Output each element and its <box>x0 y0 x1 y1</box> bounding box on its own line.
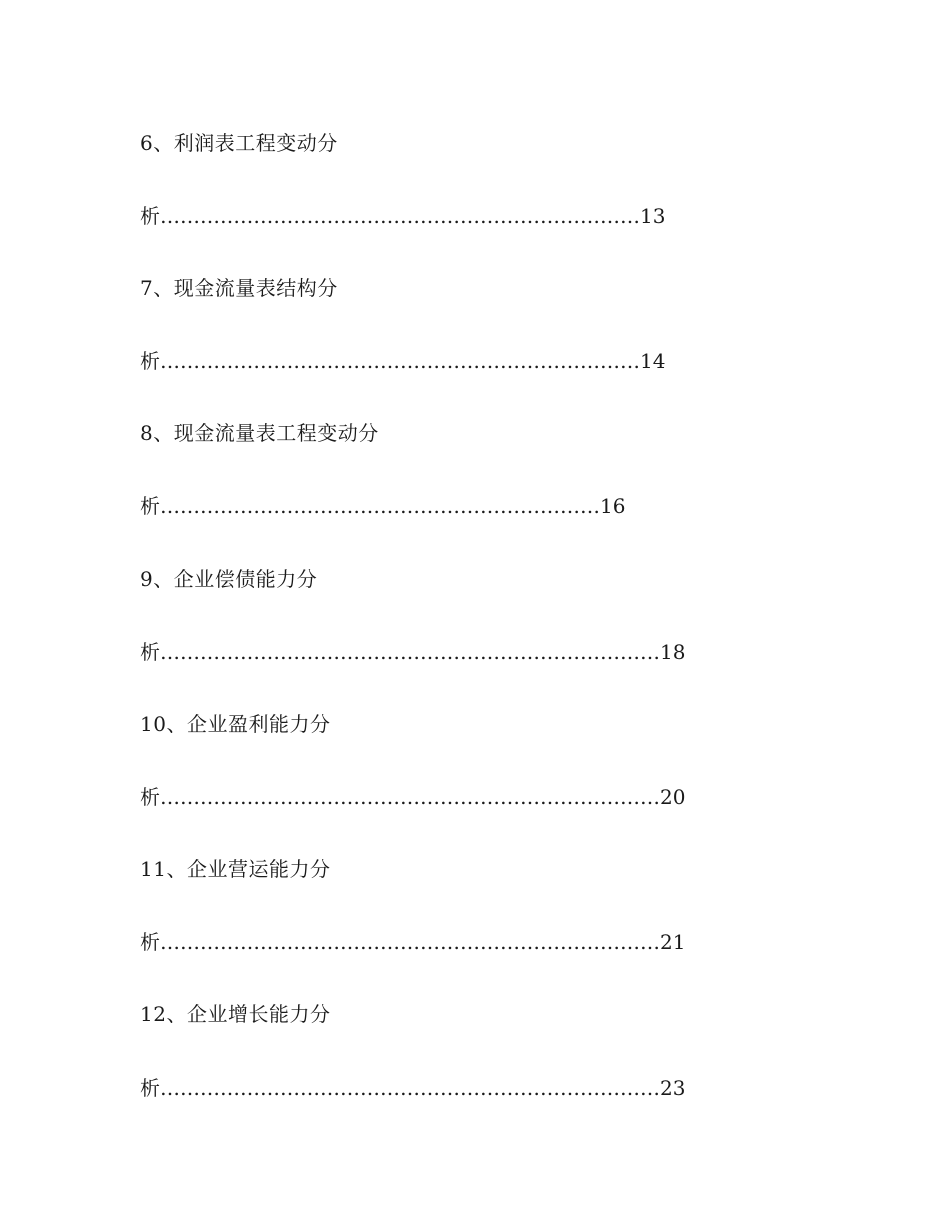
toc-entry-dots: ………………………………………………………………… <box>160 640 660 664</box>
toc-entry-dots: ………………………………………………………… <box>160 494 600 518</box>
toc-entry-leader <box>140 1076 685 1100</box>
toc-entry-page: 16 <box>600 494 626 518</box>
toc-entry-lead: 析 <box>140 494 160 518</box>
toc-entry-page: 18 <box>660 640 686 664</box>
toc-entry-lead: 析 <box>140 640 160 664</box>
toc-entry-dots: ………………………………………………………………… <box>160 1076 660 1100</box>
toc-entry-lead: 析 <box>140 930 160 954</box>
toc-entry-leader <box>140 930 685 954</box>
toc-entry-leader <box>140 785 685 809</box>
toc-entry-dots: ………………………………………………………………… <box>160 930 660 954</box>
toc-entry-page: 13 <box>640 204 666 228</box>
toc-entry-lead: 析 <box>140 1076 160 1100</box>
toc-entry-page: 21 <box>660 930 686 954</box>
toc-entry-dots: ………………………………………………………………… <box>160 785 660 809</box>
toc-entry-title: 7、现金流量表结构分 <box>140 276 338 300</box>
toc-entry-title: 11、企业营运能力分 <box>140 857 331 881</box>
toc-entry-lead: 析 <box>140 349 160 373</box>
toc-entry-dots: ……………………………………………………………… <box>160 204 640 228</box>
toc-entry-leader <box>140 349 665 373</box>
toc-entry-title: 12、企业增长能力分 <box>140 1002 331 1026</box>
toc-entry-title: 8、现金流量表工程变动分 <box>140 421 379 445</box>
toc-entry-page: 14 <box>640 349 666 373</box>
toc-entry-leader <box>140 494 625 518</box>
toc-entry-leader <box>140 640 685 664</box>
toc-entry-title: 6、利润表工程变动分 <box>140 131 338 155</box>
toc-entry-dots: ……………………………………………………………… <box>160 349 640 373</box>
toc-entry-page: 23 <box>660 1076 686 1100</box>
toc-entry-title: 10、企业盈利能力分 <box>140 712 331 736</box>
toc-entry-lead: 析 <box>140 204 160 228</box>
toc-entry-title: 9、企业偿债能力分 <box>140 567 318 591</box>
toc-entry-page: 20 <box>660 785 686 809</box>
toc-entry-leader <box>140 204 665 228</box>
toc-entry-lead: 析 <box>140 785 160 809</box>
